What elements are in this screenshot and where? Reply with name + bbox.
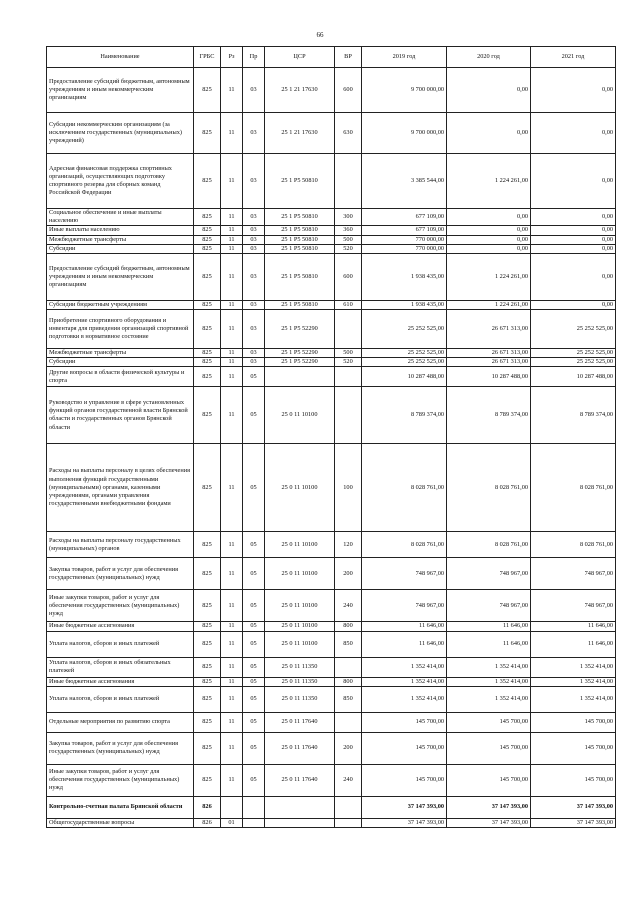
table-row <box>47 677 616 686</box>
row-name: Субсидии <box>47 244 194 253</box>
row-value-2021: 0,00 <box>531 154 616 209</box>
row-csr: 25 1 P5 52290 <box>265 358 335 367</box>
table-body <box>47 68 616 828</box>
row-value-2019: 8 789 374,00 <box>362 387 447 444</box>
row-vr <box>335 367 362 387</box>
row-value-2019: 677 109,00 <box>362 226 447 235</box>
row-pr: 03 <box>243 113 265 154</box>
row-value-2021: 145 700,00 <box>531 712 616 732</box>
row-pr: 03 <box>243 349 265 358</box>
row-rz: 11 <box>221 657 243 677</box>
row-value-2020: 145 700,00 <box>447 712 531 732</box>
row-vr <box>335 310 362 349</box>
row-rz: 11 <box>221 622 243 631</box>
row-grbs: 825 <box>194 631 221 657</box>
table-row <box>47 349 616 358</box>
row-grbs: 825 <box>194 226 221 235</box>
row-value-2020: 37 147 393,00 <box>447 796 531 818</box>
row-value-2021: 145 700,00 <box>531 764 616 796</box>
row-csr: 25 1 P5 50810 <box>265 253 335 300</box>
row-vr: 610 <box>335 300 362 309</box>
row-vr: 800 <box>335 677 362 686</box>
row-vr: 200 <box>335 558 362 590</box>
row-value-2019: 770 000,00 <box>362 235 447 244</box>
row-rz: 11 <box>221 590 243 622</box>
row-pr: 05 <box>243 444 265 532</box>
row-csr: 25 0 11 11350 <box>265 677 335 686</box>
table-row <box>47 300 616 309</box>
row-grbs: 826 <box>194 796 221 818</box>
row-csr: 25 0 11 10100 <box>265 590 335 622</box>
row-value-2019: 1 938 435,00 <box>362 253 447 300</box>
row-grbs: 825 <box>194 209 221 226</box>
row-value-2021: 11 646,00 <box>531 622 616 631</box>
row-pr: 03 <box>243 209 265 226</box>
row-vr: 500 <box>335 235 362 244</box>
row-value-2019: 8 028 761,00 <box>362 532 447 558</box>
row-rz: 11 <box>221 113 243 154</box>
row-pr: 05 <box>243 622 265 631</box>
row-name: Уплата налогов, сборов и иных обязательных платежей <box>47 657 194 677</box>
row-value-2020: 1 224 261,00 <box>447 300 531 309</box>
table-row <box>47 818 616 827</box>
table-header-row <box>47 47 616 68</box>
row-value-2020: 1 352 414,00 <box>447 686 531 712</box>
row-value-2021: 37 147 393,00 <box>531 818 616 827</box>
row-vr: 100 <box>335 444 362 532</box>
row-value-2021: 0,00 <box>531 244 616 253</box>
row-value-2020: 1 224 261,00 <box>447 253 531 300</box>
row-rz: 11 <box>221 154 243 209</box>
row-value-2020: 1 352 414,00 <box>447 657 531 677</box>
row-pr: 03 <box>243 226 265 235</box>
row-name: Предоставление субсидий бюджетным, автономным учреждениям и иным некоммерческим организациям <box>47 253 194 300</box>
row-value-2021: 8 028 761,00 <box>531 532 616 558</box>
row-grbs: 825 <box>194 622 221 631</box>
table-row <box>47 235 616 244</box>
row-value-2020: 8 789 374,00 <box>447 387 531 444</box>
row-name: Расходы на выплаты персоналу в целях обеспечения выполнения функций государственными (муниципальными) органами, казенными учреждениями, органами управления государственными внебюджетными фондами <box>47 444 194 532</box>
row-name: Отдельные мероприятия по развитию спорта <box>47 712 194 732</box>
row-name: Предоставление субсидий бюджетным, автономным учреждениям и иным некоммерческим организациям <box>47 68 194 113</box>
row-name: Субсидии бюджетным учреждениям <box>47 300 194 309</box>
row-vr <box>335 818 362 827</box>
row-value-2019: 145 700,00 <box>362 712 447 732</box>
row-rz: 11 <box>221 253 243 300</box>
row-value-2019: 748 967,00 <box>362 558 447 590</box>
row-rz: 11 <box>221 209 243 226</box>
row-name: Общегосударственные вопросы <box>47 818 194 827</box>
row-grbs: 825 <box>194 686 221 712</box>
row-grbs: 825 <box>194 444 221 532</box>
col-header-2021: 2021 год <box>531 47 616 68</box>
row-vr: 360 <box>335 226 362 235</box>
row-csr <box>265 367 335 387</box>
row-vr: 300 <box>335 209 362 226</box>
table-row <box>47 209 616 226</box>
row-vr <box>335 712 362 732</box>
row-vr: 600 <box>335 68 362 113</box>
row-value-2021: 25 252 525,00 <box>531 349 616 358</box>
table-row <box>47 532 616 558</box>
row-rz: 11 <box>221 358 243 367</box>
row-value-2020: 0,00 <box>447 226 531 235</box>
row-pr: 05 <box>243 657 265 677</box>
row-value-2020: 26 671 313,00 <box>447 349 531 358</box>
row-csr: 25 1 P5 52290 <box>265 349 335 358</box>
row-value-2019: 1 352 414,00 <box>362 686 447 712</box>
row-grbs: 825 <box>194 358 221 367</box>
row-pr: 03 <box>243 244 265 253</box>
row-value-2021: 0,00 <box>531 253 616 300</box>
row-csr: 25 1 P5 50810 <box>265 235 335 244</box>
row-pr: 05 <box>243 677 265 686</box>
row-grbs: 825 <box>194 677 221 686</box>
col-header-2019: 2019 год <box>362 47 447 68</box>
row-grbs: 825 <box>194 367 221 387</box>
row-vr: 520 <box>335 358 362 367</box>
row-value-2019: 145 700,00 <box>362 764 447 796</box>
table-row <box>47 68 616 113</box>
row-rz: 11 <box>221 732 243 764</box>
row-csr: 25 1 P5 50810 <box>265 226 335 235</box>
row-csr: 25 0 11 17640 <box>265 764 335 796</box>
row-csr: 25 0 11 10100 <box>265 444 335 532</box>
row-value-2019: 9 700 000,00 <box>362 113 447 154</box>
row-name: Уплата налогов, сборов и иных платежей <box>47 631 194 657</box>
row-value-2021: 1 352 414,00 <box>531 677 616 686</box>
row-rz: 11 <box>221 367 243 387</box>
row-value-2020: 145 700,00 <box>447 732 531 764</box>
row-rz: 11 <box>221 631 243 657</box>
row-value-2021: 0,00 <box>531 68 616 113</box>
row-pr: 03 <box>243 154 265 209</box>
row-csr: 25 1 P5 50810 <box>265 244 335 253</box>
row-value-2021: 0,00 <box>531 235 616 244</box>
row-csr: 25 0 11 17640 <box>265 712 335 732</box>
row-rz: 11 <box>221 226 243 235</box>
row-value-2019: 37 147 393,00 <box>362 796 447 818</box>
row-value-2019: 10 287 488,00 <box>362 367 447 387</box>
row-pr: 03 <box>243 68 265 113</box>
col-header-vr: ВР <box>335 47 362 68</box>
row-name: Иные закупки товаров, работ и услуг для обеспечения государственных (муниципальных) нужд <box>47 590 194 622</box>
row-vr: 850 <box>335 631 362 657</box>
row-value-2019: 1 352 414,00 <box>362 657 447 677</box>
row-pr: 03 <box>243 358 265 367</box>
row-value-2021: 1 352 414,00 <box>531 686 616 712</box>
row-rz: 11 <box>221 68 243 113</box>
row-vr: 240 <box>335 590 362 622</box>
col-header-csr: ЦСР <box>265 47 335 68</box>
row-grbs: 825 <box>194 732 221 764</box>
table-row <box>47 732 616 764</box>
row-grbs: 825 <box>194 764 221 796</box>
col-header-pr: Пр <box>243 47 265 68</box>
row-value-2020: 26 671 313,00 <box>447 310 531 349</box>
row-value-2021: 0,00 <box>531 226 616 235</box>
row-value-2021: 0,00 <box>531 300 616 309</box>
row-value-2021: 748 967,00 <box>531 558 616 590</box>
row-name: Закупка товаров, работ и услуг для обеспечения государственных (муниципальных) нужд <box>47 558 194 590</box>
row-grbs: 825 <box>194 590 221 622</box>
row-pr: 05 <box>243 590 265 622</box>
row-grbs: 825 <box>194 244 221 253</box>
row-rz: 11 <box>221 444 243 532</box>
row-value-2019: 25 252 525,00 <box>362 310 447 349</box>
row-name: Другие вопросы в области физической культуры и спорта <box>47 367 194 387</box>
row-value-2020: 26 671 313,00 <box>447 358 531 367</box>
row-value-2019: 770 000,00 <box>362 244 447 253</box>
row-rz: 01 <box>221 818 243 827</box>
row-rz: 11 <box>221 712 243 732</box>
row-rz: 11 <box>221 310 243 349</box>
table-row <box>47 310 616 349</box>
row-vr: 520 <box>335 244 362 253</box>
row-grbs: 825 <box>194 300 221 309</box>
table-row <box>47 387 616 444</box>
row-value-2020: 145 700,00 <box>447 764 531 796</box>
row-pr: 05 <box>243 387 265 444</box>
row-vr <box>335 796 362 818</box>
row-grbs: 825 <box>194 532 221 558</box>
row-value-2019: 748 967,00 <box>362 590 447 622</box>
row-pr: 05 <box>243 712 265 732</box>
row-name: Адресная финансовая поддержка спортивных организаций, осуществляющих подготовку спортивного резерва для сборных команд Российской Федерации <box>47 154 194 209</box>
row-vr: 600 <box>335 253 362 300</box>
row-grbs: 825 <box>194 558 221 590</box>
row-name: Иные бюджетные ассигнования <box>47 677 194 686</box>
row-value-2020: 0,00 <box>447 235 531 244</box>
row-value-2020: 0,00 <box>447 209 531 226</box>
row-csr <box>265 796 335 818</box>
row-pr: 03 <box>243 300 265 309</box>
row-vr <box>335 657 362 677</box>
row-csr: 25 0 11 10100 <box>265 631 335 657</box>
row-csr: 25 0 11 11350 <box>265 686 335 712</box>
table-row <box>47 631 616 657</box>
row-csr: 25 1 21 17630 <box>265 113 335 154</box>
table-row <box>47 657 616 677</box>
row-csr: 25 0 11 17640 <box>265 732 335 764</box>
row-vr <box>335 154 362 209</box>
page-number: 66 <box>316 31 324 39</box>
row-grbs: 826 <box>194 818 221 827</box>
row-value-2021: 0,00 <box>531 209 616 226</box>
row-value-2020: 11 646,00 <box>447 631 531 657</box>
row-grbs: 825 <box>194 387 221 444</box>
row-name: Иные выплаты населению <box>47 226 194 235</box>
table-row <box>47 253 616 300</box>
row-rz: 11 <box>221 349 243 358</box>
row-value-2019: 3 385 544,00 <box>362 154 447 209</box>
col-header-2020: 2020 год <box>447 47 531 68</box>
row-csr: 25 0 11 11350 <box>265 657 335 677</box>
row-rz: 11 <box>221 764 243 796</box>
row-name: Расходы на выплаты персоналу государственных (муниципальных) органов <box>47 532 194 558</box>
row-name: Руководство и управление в сфере установленных функций органов государственной власти Брянской области и государственных органов Брянской области <box>47 387 194 444</box>
row-vr: 800 <box>335 622 362 631</box>
table-row <box>47 686 616 712</box>
row-value-2019: 8 028 761,00 <box>362 444 447 532</box>
row-value-2021: 10 287 488,00 <box>531 367 616 387</box>
table-row <box>47 244 616 253</box>
row-csr: 25 1 P5 52290 <box>265 310 335 349</box>
row-value-2019: 25 252 525,00 <box>362 358 447 367</box>
row-rz: 11 <box>221 677 243 686</box>
row-name: Иные закупки товаров, работ и услуг для обеспечения государственных (муниципальных) нужд <box>47 764 194 796</box>
row-value-2019: 9 700 000,00 <box>362 68 447 113</box>
row-value-2020: 10 287 488,00 <box>447 367 531 387</box>
row-name: Межбюджетные трансферты <box>47 235 194 244</box>
row-name: Субсидии <box>47 358 194 367</box>
row-value-2019: 11 646,00 <box>362 622 447 631</box>
row-value-2021: 25 252 525,00 <box>531 358 616 367</box>
row-pr: 05 <box>243 367 265 387</box>
row-grbs: 825 <box>194 310 221 349</box>
row-vr: 630 <box>335 113 362 154</box>
table-row <box>47 764 616 796</box>
row-csr: 25 0 11 10100 <box>265 558 335 590</box>
row-grbs: 825 <box>194 113 221 154</box>
table-row <box>47 622 616 631</box>
row-name: Закупка товаров, работ и услуг для обеспечения государственных (муниципальных) нужд <box>47 732 194 764</box>
row-csr: 25 1 21 17630 <box>265 68 335 113</box>
row-value-2019: 11 646,00 <box>362 631 447 657</box>
row-rz: 11 <box>221 558 243 590</box>
row-pr: 05 <box>243 631 265 657</box>
row-value-2020: 11 646,00 <box>447 622 531 631</box>
row-pr: 05 <box>243 732 265 764</box>
row-value-2021: 1 352 414,00 <box>531 657 616 677</box>
table-row <box>47 796 616 818</box>
table-row <box>47 226 616 235</box>
row-pr: 03 <box>243 310 265 349</box>
row-csr <box>265 818 335 827</box>
table-row <box>47 113 616 154</box>
row-name: Уплата налогов, сборов и иных платежей <box>47 686 194 712</box>
row-grbs: 825 <box>194 235 221 244</box>
row-grbs: 825 <box>194 68 221 113</box>
table-row <box>47 358 616 367</box>
budget-table <box>46 46 616 828</box>
row-value-2021: 11 646,00 <box>531 631 616 657</box>
row-csr: 25 0 11 10100 <box>265 387 335 444</box>
col-header-name: Наименование <box>47 47 194 68</box>
row-rz <box>221 796 243 818</box>
table-row <box>47 590 616 622</box>
row-value-2020: 748 967,00 <box>447 590 531 622</box>
row-rz: 11 <box>221 300 243 309</box>
row-csr: 25 1 P5 50810 <box>265 154 335 209</box>
row-rz: 11 <box>221 532 243 558</box>
row-pr: 05 <box>243 558 265 590</box>
row-grbs: 825 <box>194 253 221 300</box>
row-name: Субсидии некоммерческим организациям (за исключением государственных (муниципальных) учреждений) <box>47 113 194 154</box>
row-value-2021: 748 967,00 <box>531 590 616 622</box>
row-csr: 25 0 11 10100 <box>265 532 335 558</box>
row-grbs: 825 <box>194 657 221 677</box>
col-header-rz: Рз <box>221 47 243 68</box>
row-value-2021: 25 252 525,00 <box>531 310 616 349</box>
row-value-2019: 677 109,00 <box>362 209 447 226</box>
row-value-2020: 0,00 <box>447 244 531 253</box>
row-csr: 25 1 P5 50810 <box>265 300 335 309</box>
row-grbs: 825 <box>194 154 221 209</box>
row-value-2020: 0,00 <box>447 113 531 154</box>
row-name: Иные бюджетные ассигнования <box>47 622 194 631</box>
row-pr: 05 <box>243 686 265 712</box>
row-rz: 11 <box>221 387 243 444</box>
row-rz: 11 <box>221 244 243 253</box>
row-value-2019: 145 700,00 <box>362 732 447 764</box>
row-pr <box>243 796 265 818</box>
row-vr: 850 <box>335 686 362 712</box>
row-vr: 120 <box>335 532 362 558</box>
row-value-2020: 8 028 761,00 <box>447 532 531 558</box>
row-pr <box>243 818 265 827</box>
row-pr: 05 <box>243 532 265 558</box>
row-value-2019: 25 252 525,00 <box>362 349 447 358</box>
row-grbs: 825 <box>194 712 221 732</box>
row-value-2020: 1 352 414,00 <box>447 677 531 686</box>
row-value-2021: 8 028 761,00 <box>531 444 616 532</box>
row-value-2020: 748 967,00 <box>447 558 531 590</box>
table-row <box>47 712 616 732</box>
col-header-grbs: ГРБС <box>194 47 221 68</box>
row-pr: 05 <box>243 764 265 796</box>
row-value-2020: 37 147 393,00 <box>447 818 531 827</box>
row-vr: 240 <box>335 764 362 796</box>
row-vr: 500 <box>335 349 362 358</box>
row-name: Социальное обеспечение и иные выплаты населению <box>47 209 194 226</box>
row-name: Контрольно-счетная палата Брянской области <box>47 796 194 818</box>
row-vr: 200 <box>335 732 362 764</box>
row-pr: 03 <box>243 235 265 244</box>
table-row <box>47 154 616 209</box>
row-grbs: 825 <box>194 349 221 358</box>
row-value-2019: 1 938 435,00 <box>362 300 447 309</box>
row-value-2021: 145 700,00 <box>531 732 616 764</box>
table-row <box>47 367 616 387</box>
row-value-2020: 0,00 <box>447 68 531 113</box>
row-value-2021: 37 147 393,00 <box>531 796 616 818</box>
row-value-2020: 8 028 761,00 <box>447 444 531 532</box>
row-value-2019: 37 147 393,00 <box>362 818 447 827</box>
row-rz: 11 <box>221 686 243 712</box>
row-csr: 25 1 P5 50810 <box>265 209 335 226</box>
row-name: Межбюджетные трансферты <box>47 349 194 358</box>
row-value-2020: 1 224 261,00 <box>447 154 531 209</box>
row-pr: 03 <box>243 253 265 300</box>
table-row <box>47 444 616 532</box>
table-row <box>47 558 616 590</box>
row-rz: 11 <box>221 235 243 244</box>
row-value-2021: 0,00 <box>531 113 616 154</box>
row-name: Приобретение спортивного оборудования и инвентаря для приведения организаций спортивной подготовки в нормативное состояние <box>47 310 194 349</box>
row-value-2019: 1 352 414,00 <box>362 677 447 686</box>
row-vr <box>335 387 362 444</box>
row-csr: 25 0 11 10100 <box>265 622 335 631</box>
row-value-2021: 8 789 374,00 <box>531 387 616 444</box>
